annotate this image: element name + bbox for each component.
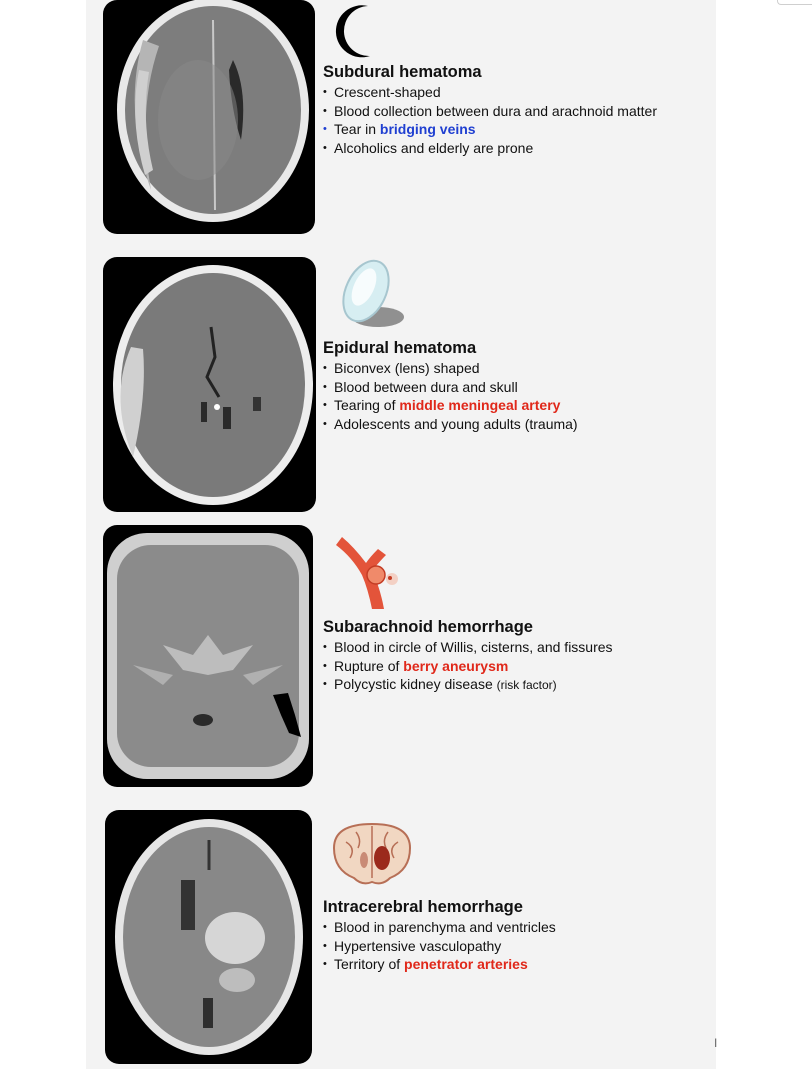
bullet — [323, 120, 723, 139]
window-corner — [777, 0, 812, 5]
ct-scan-intracerebral — [105, 810, 312, 1064]
bullet-text: Tear in — [334, 121, 380, 138]
risk-factor-note: (risk factor) — [496, 678, 557, 693]
bullet — [323, 675, 723, 695]
bullet: • Adolescents and young adults (trauma) — [323, 415, 723, 434]
bullet: • Blood in circle of Willis, cisterns, and fissures — [323, 638, 723, 657]
bullet-text: Territory of — [334, 956, 405, 973]
entry-title: Intracerebral hemorrhage — [323, 898, 523, 916]
bullet — [323, 657, 723, 676]
entry-subdural — [323, 63, 723, 157]
ct-scan-subdural — [103, 0, 315, 234]
aneurysm-icon — [332, 535, 404, 611]
bullet-text: Polycystic kidney disease — [334, 676, 497, 693]
bullet-list — [323, 83, 723, 157]
bullet — [323, 396, 723, 415]
keyword-middle-meningeal-artery: middle meningeal artery — [399, 397, 561, 414]
bullet-list — [323, 638, 723, 695]
bullet: • Blood in parenchyma and ventricles — [323, 918, 723, 937]
bullet: • Crescent-shaped — [323, 83, 723, 102]
entry-title: Subdural hematoma — [323, 63, 482, 81]
keyword-berry-aneurysm: berry aneurysm — [403, 657, 509, 674]
bullet: • Alcoholics and elderly are prone — [323, 139, 723, 158]
bullet-text: Tearing of — [334, 397, 400, 414]
bullet-list — [323, 918, 723, 974]
margin-mark: I — [714, 1036, 718, 1050]
entry-subarachnoid — [323, 618, 723, 695]
entry-title: Subarachnoid hemorrhage — [323, 618, 533, 636]
bullet: • Blood between dura and skull — [323, 378, 723, 397]
brain-section-icon — [326, 818, 418, 890]
ct-scan-epidural — [103, 257, 316, 512]
bullet-list — [323, 359, 723, 433]
ct-scan-subarachnoid — [103, 525, 313, 787]
keyword-bridging-veins: bridging veins — [379, 121, 476, 138]
bullet: • Blood collection between dura and arachnoid matter — [323, 102, 723, 121]
keyword-penetrator-arteries: penetrator arteries — [404, 956, 528, 973]
lens-icon — [334, 255, 410, 333]
crescent-icon — [330, 2, 382, 60]
bullet — [323, 955, 723, 974]
entry-intracerebral — [323, 898, 723, 974]
entry-title: Epidural hematoma — [323, 339, 477, 357]
bullet: • Hypertensive vasculopathy — [323, 937, 723, 956]
bullet: • Biconvex (lens) shaped — [323, 359, 723, 378]
entry-epidural — [323, 339, 723, 433]
bullet-text: Rupture of — [334, 657, 404, 674]
